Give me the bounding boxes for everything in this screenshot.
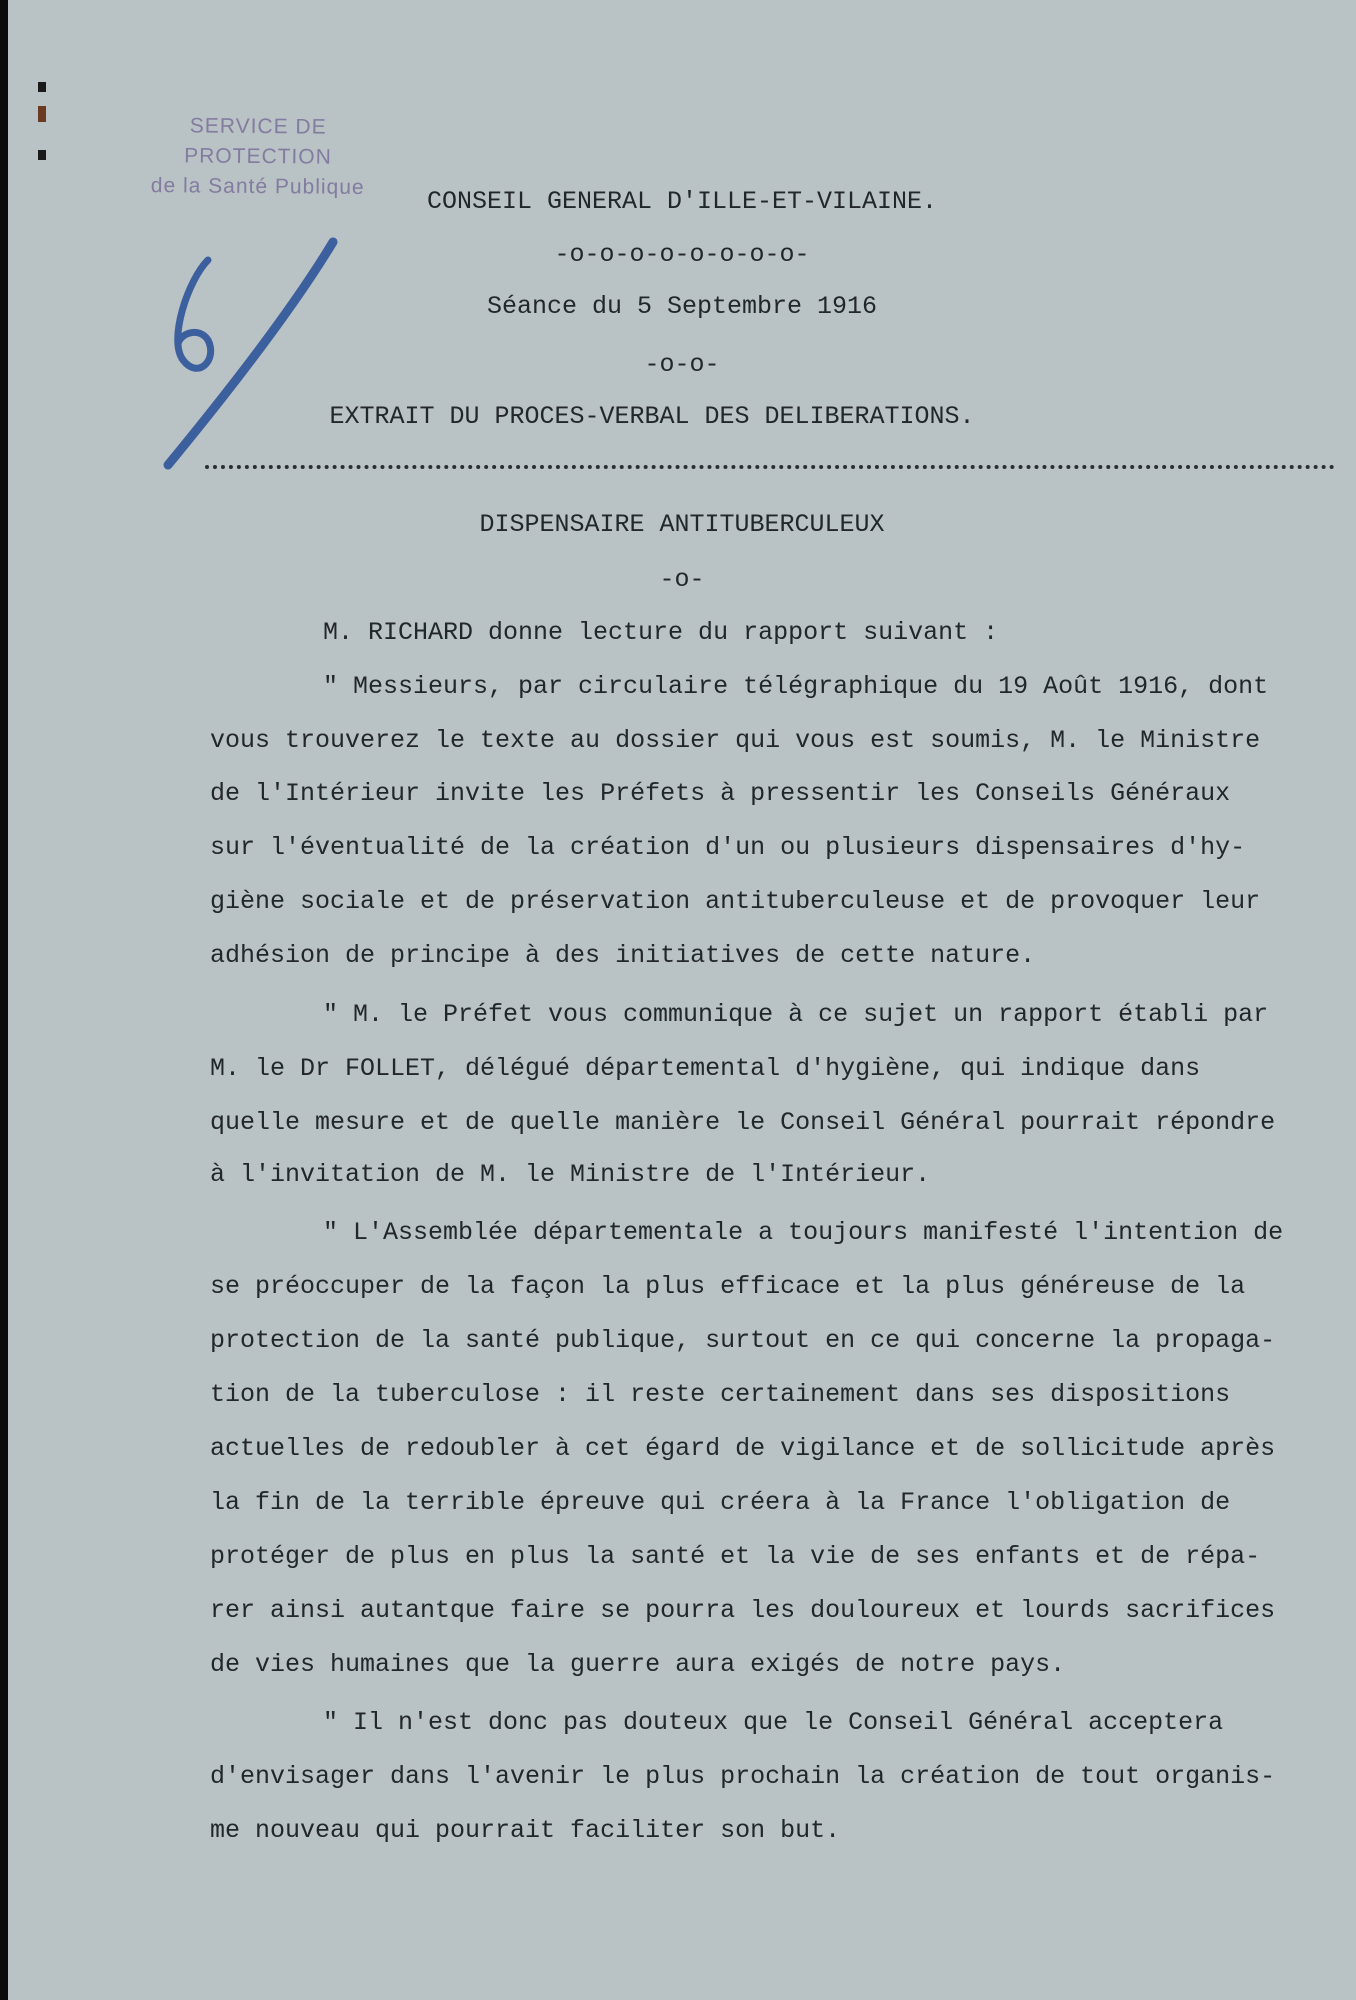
extract-title: EXTRAIT DU PROCES-VERBAL DES DELIBERATIONS.: [329, 402, 975, 431]
separator-3: -o-: [659, 565, 705, 594]
text-line: tion de la tuberculose : il reste certainement dans ses dispositions: [210, 1380, 1231, 1409]
text-line: actuelles de redoubler à cet égard de vigilance et de sollicitude après: [210, 1434, 1276, 1463]
text-line: vous trouverez le texte au dossier qui vous est soumis, M. le Ministre: [210, 726, 1261, 755]
separator-2: -o-o-: [644, 350, 720, 379]
document-page: [8, 0, 1356, 2000]
text-line: d'envisager dans l'avenir le plus prochain la création de tout organis-: [210, 1762, 1276, 1791]
text-line: adhésion de principe à des initiatives de cette nature.: [210, 941, 1036, 970]
text-line: me nouveau qui pourrait faciliter son but.: [210, 1816, 841, 1845]
session-date: Séance du 5 Septembre 1916: [486, 292, 878, 321]
text-line: " Messieurs, par circulaire télégraphique du 19 Août 1916, dont: [323, 672, 1269, 701]
text-line: rer ainsi autantque faire se pourra les douloureux et lourds sacrifices: [210, 1596, 1276, 1625]
text-line: " M. le Préfet vous communique à ce sujet un rapport établi par: [323, 1000, 1269, 1029]
text-line: la fin de la terrible épreuve qui créera à la France l'obligation de: [210, 1488, 1231, 1517]
text-line: se préoccuper de la façon la plus efficace et la plus généreuse de la: [210, 1272, 1246, 1301]
stamp-line-2: de la Santé Publique: [150, 174, 365, 199]
council-heading: CONSEIL GENERAL D'ILLE-ET-VILAINE.: [426, 187, 938, 216]
edge-mark: [38, 106, 46, 122]
text-line: " L'Assemblée départementale a toujours manifesté l'intention de: [323, 1218, 1284, 1247]
text-line: protéger de plus en plus la santé et la vie de ses enfants et de répa-: [210, 1542, 1261, 1571]
text-line: sur l'éventualité de la création d'un ou plusieurs dispensaires d'hy-: [210, 833, 1246, 862]
text-line: à l'invitation de M. le Ministre de l'Intérieur.: [210, 1160, 931, 1189]
stamp-line-1: SERVICE DE PROTECTION: [184, 114, 332, 169]
edge-mark: [38, 150, 46, 160]
section-title: DISPENSAIRE ANTITUBERCULEUX: [479, 510, 885, 539]
edge-mark: [38, 82, 46, 92]
text-line: " Il n'est donc pas douteux que le Conseil Général acceptera: [323, 1708, 1224, 1737]
text-line: M. le Dr FOLLET, délégué départemental d'hygiène, qui indique dans: [210, 1054, 1201, 1083]
text-line: quelle mesure et de quelle manière le Conseil Général pourrait répondre: [210, 1108, 1276, 1137]
intro-line: M. RICHARD donne lecture du rapport suivant :: [323, 618, 999, 647]
text-line: protection de la santé publique, surtout en ce qui concerne la propaga-: [210, 1326, 1276, 1355]
text-line: giène sociale et de préservation antituberculeuse et de provoquer leur: [210, 887, 1261, 916]
text-line: de vies humaines que la guerre aura exigés de notre pays.: [210, 1650, 1066, 1679]
separator-1: -o-o-o-o-o-o-o-o-: [554, 240, 810, 269]
text-line: de l'Intérieur invite les Préfets à pressentir les Conseils Généraux: [210, 779, 1231, 808]
dotted-divider: [205, 465, 1335, 469]
